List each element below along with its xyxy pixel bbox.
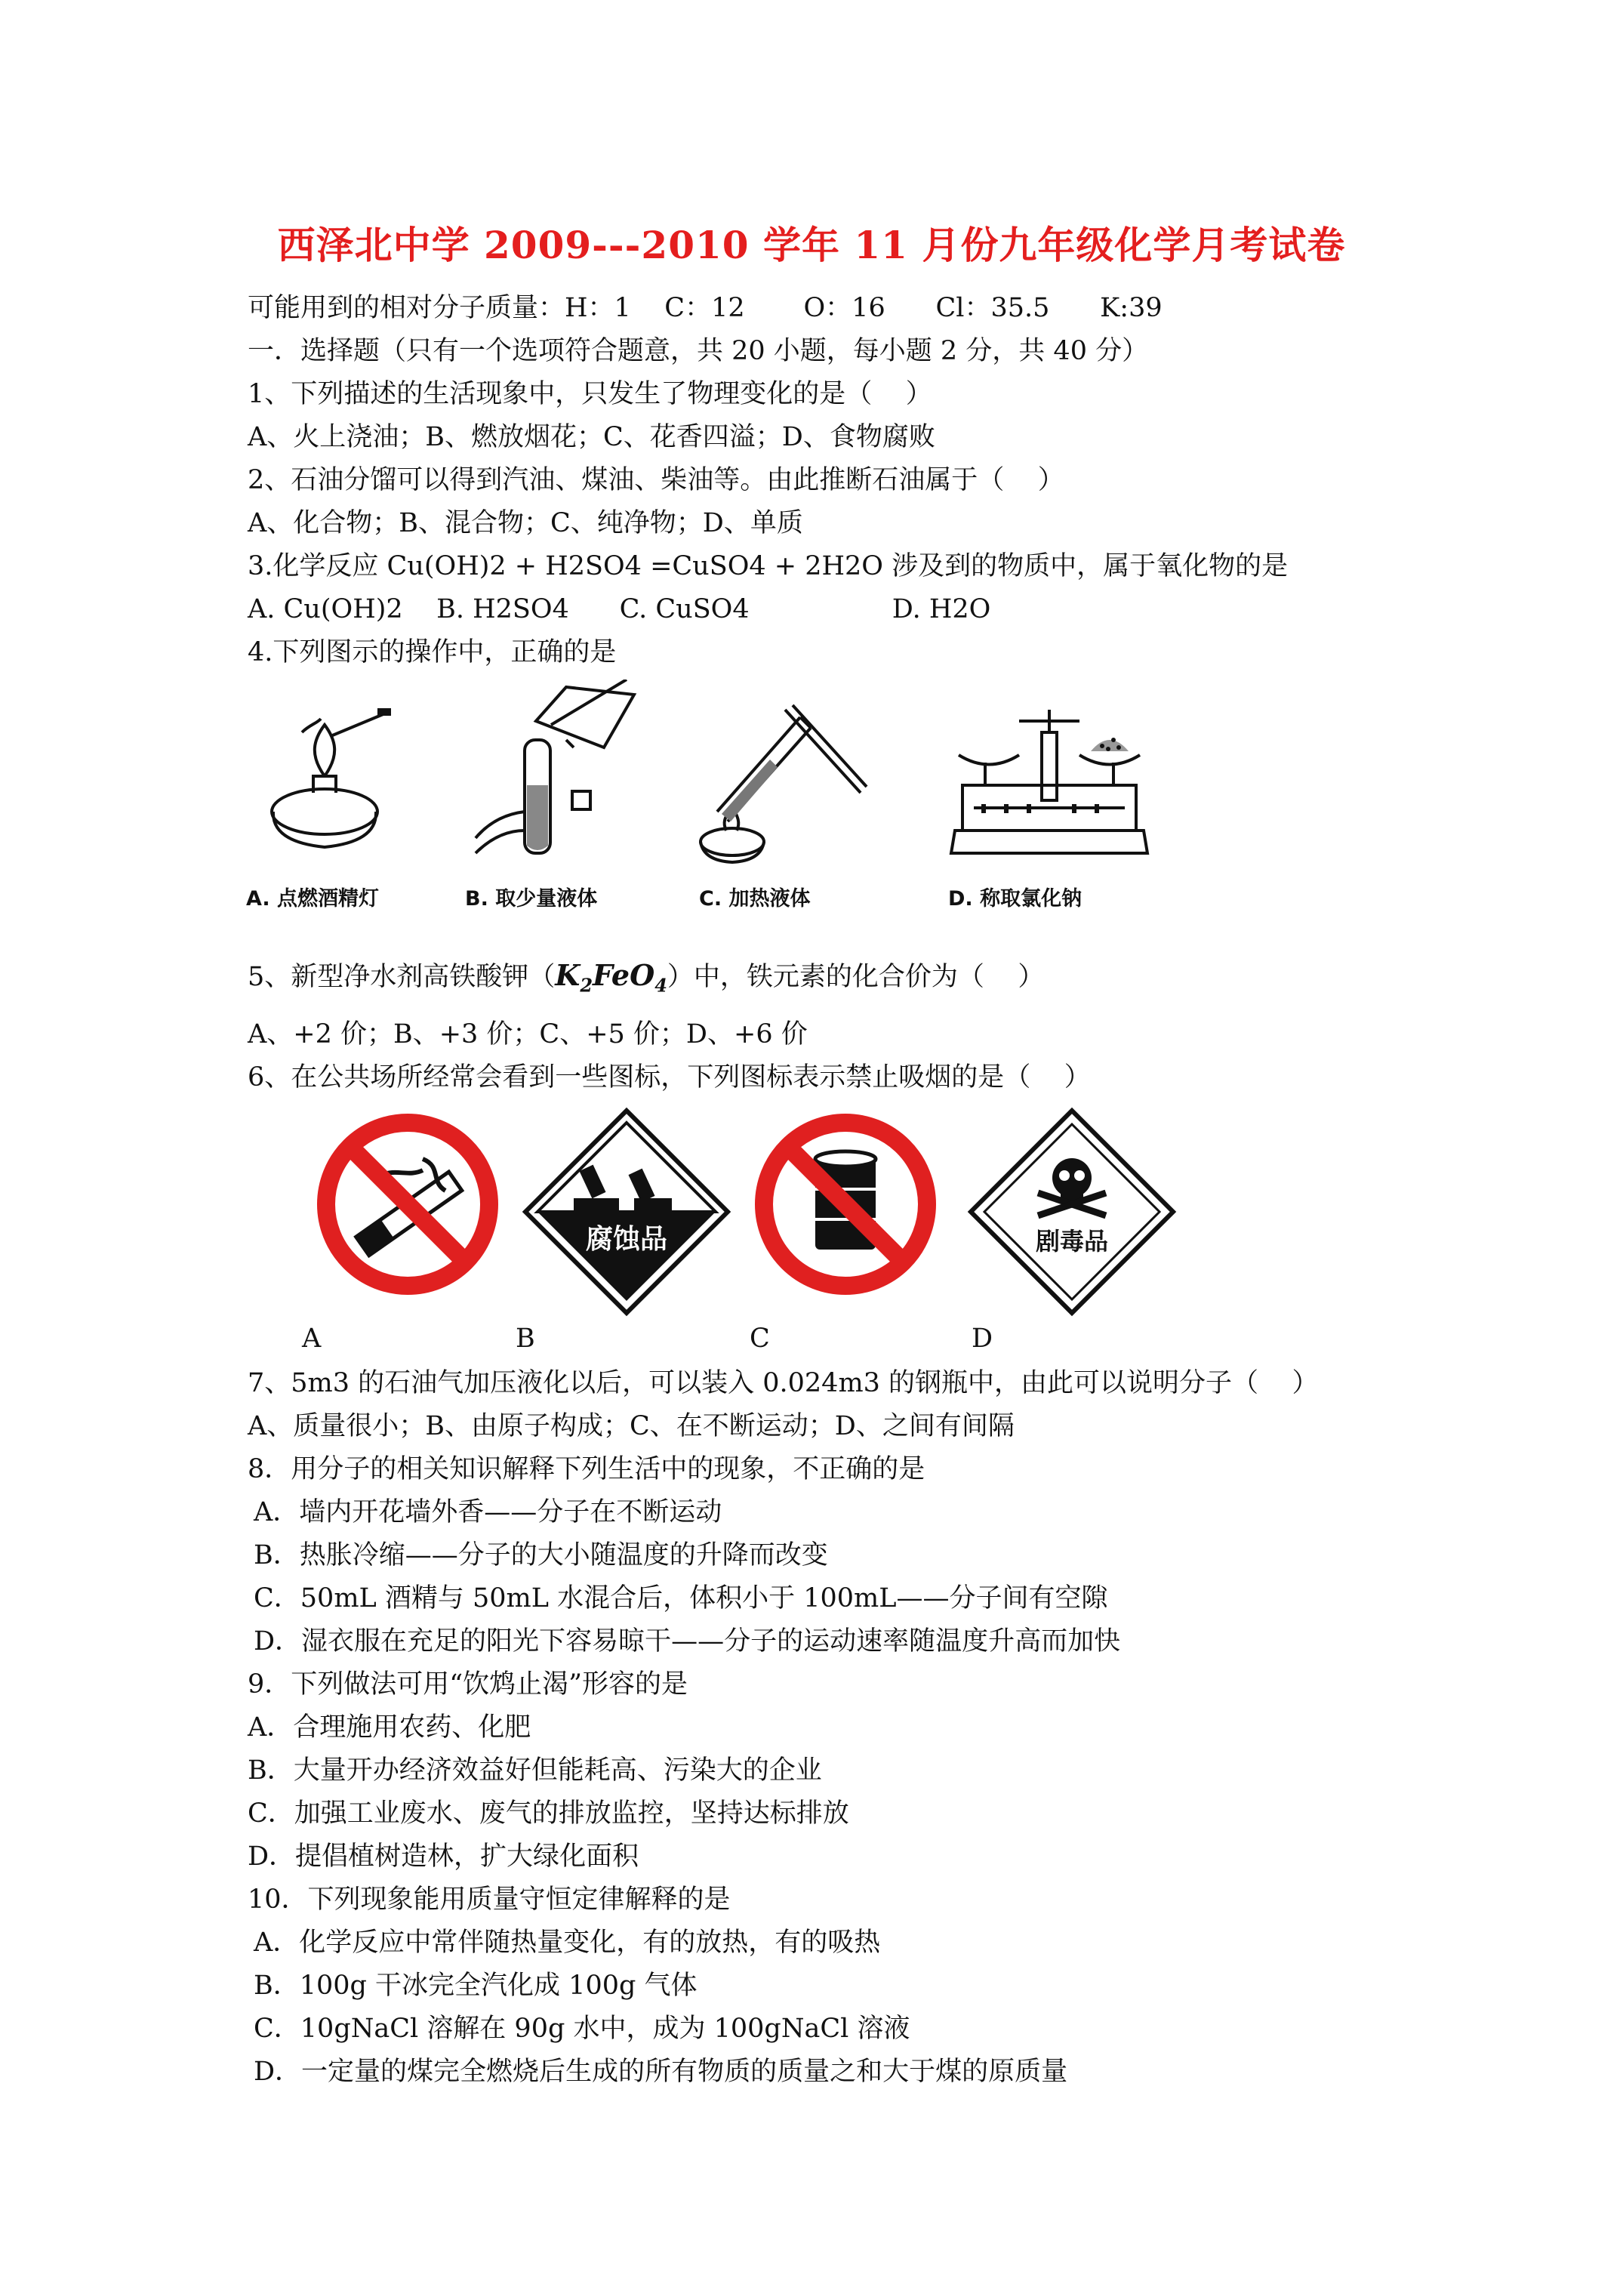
question-5-text-b: ）中，铁元素的化合价为（ ） bbox=[667, 962, 1045, 992]
question-8-option-a: A．墙内开花墙外香——分子在不断运动 bbox=[254, 1497, 722, 1527]
question-9-option-b: B．大量开办经济效益好但能耗高、污染大的企业 bbox=[248, 1755, 822, 1786]
question-3: 3.化学反应 Cu(OH)2 + H2SO4 =CuSO4 + 2H2O 涉及到的物质中，属于氧化物的是 bbox=[248, 551, 1289, 581]
question-9: 9．下列做法可用“饮鸩止渴”形容的是 bbox=[248, 1669, 688, 1700]
formula-k-sub: 2 bbox=[580, 974, 593, 997]
sign-c bbox=[747, 1106, 951, 1310]
formula-o-sub: 4 bbox=[654, 974, 667, 997]
question-8-option-d: D．湿衣服在充足的阳光下容易晾干——分子的运动速率随温度升高而加快 bbox=[254, 1626, 1121, 1657]
figure-b-caption: B. 取少量液体 bbox=[465, 887, 598, 911]
exam-title: 西泽北中学 2009---2010 学年 11 月份九年级化学月考试卷 bbox=[277, 223, 1346, 267]
question-10: 10．下列现象能用质量守恒定律解释的是 bbox=[248, 1885, 731, 1915]
question-8: 8．用分子的相关知识解释下列生活中的现象，不正确的是 bbox=[248, 1454, 925, 1484]
corrosive-icon bbox=[521, 1106, 732, 1318]
question-9-option-c: C．加强工业废水、废气的排放监控，坚持达标排放 bbox=[248, 1798, 849, 1829]
question-10-option-d: D．一定量的煤完全燃烧后生成的所有物质的质量之和大于煤的原质量 bbox=[254, 2057, 1068, 2087]
alcohol-lamp-icon bbox=[242, 680, 438, 876]
sign-label-d: D bbox=[972, 1324, 993, 1354]
figure-c-caption: C. 加热液体 bbox=[699, 887, 811, 911]
question-9-option-d: D．提倡植树造林，扩大绿化面积 bbox=[248, 1841, 639, 1872]
question-10-option-c: C．10gNaCl 溶解在 90g 水中，成为 100gNaCl 溶液 bbox=[254, 2014, 910, 2044]
sign-d-text: 剧毒品 bbox=[1035, 1227, 1109, 1256]
safety-signs bbox=[294, 1106, 1238, 1333]
question-5-options: A、+2 价；B、+3 价；C、+5 价；D、+6 价 bbox=[248, 1019, 808, 1049]
figure-d-caption: D. 称取氯化钠 bbox=[948, 887, 1083, 911]
formula-feo: FeO bbox=[593, 958, 655, 992]
question-2-options: A、化合物；B、混合物；C、纯净物；D、单质 bbox=[248, 508, 803, 538]
question-8-option-c: C．50mL 酒精与 50mL 水混合后，体积小于 100mL——分子间有空隙 bbox=[254, 1583, 1108, 1613]
question-6: 6、在公共场所经常会看到一些图标，下列图标表示禁止吸烟的是（ ） bbox=[248, 1062, 1091, 1093]
sign-d bbox=[966, 1106, 1170, 1310]
no-smoking-icon bbox=[310, 1106, 506, 1302]
formula-k: K bbox=[555, 958, 581, 992]
question-5-text-a: 5、新型净水剂高铁酸钾（ bbox=[248, 962, 556, 992]
question-5 bbox=[248, 960, 1044, 1001]
figure-a bbox=[242, 680, 438, 921]
question-10-option-b: B．100g 干冰完全汽化成 100g 气体 bbox=[254, 1971, 698, 2001]
question-10-option-a: A．化学反应中常伴随热量变化，有的放热，有的吸热 bbox=[254, 1928, 881, 1958]
sign-a bbox=[310, 1106, 513, 1310]
sign-label-a: A bbox=[302, 1324, 322, 1354]
no-barrel-icon bbox=[747, 1106, 944, 1302]
heat-liquid-icon bbox=[694, 680, 891, 876]
balance-scale-icon bbox=[944, 680, 1170, 876]
sign-b-text: 腐蚀品 bbox=[585, 1224, 668, 1255]
question-2: 2、石油分馏可以得到汽油、煤油、柴油等。由此推断石油属于（ ） bbox=[248, 465, 1064, 495]
section-heading: 一．选择题（只有一个选项符合题意，共 20 小题，每小题 2 分，共 40 分） bbox=[248, 336, 1149, 366]
question-1: 1、下列描述的生活现象中，只发生了物理变化的是（ ） bbox=[248, 379, 932, 409]
relative-mass-line: 可能用到的相对分子质量：H：1 C：12 O：16 Cl：35.5 K:39 bbox=[248, 293, 1163, 323]
figure-b bbox=[460, 680, 657, 921]
lab-figures bbox=[242, 680, 1223, 921]
question-8-option-b: B．热胀冷缩——分子的大小随温度的升降而改变 bbox=[254, 1540, 828, 1570]
question-9-option-a: A．合理施用农药、化肥 bbox=[248, 1712, 531, 1743]
question-7: 7、5m3 的石油气加压液化以后，可以装入 0.024m3 的钢瓶中，由此可以说明分子（ ） bbox=[248, 1368, 1319, 1398]
sign-label-b: B bbox=[516, 1324, 535, 1354]
figure-a-caption: A. 点燃酒精灯 bbox=[246, 887, 380, 911]
figure-d bbox=[944, 680, 1170, 921]
question-4: 4.下列图示的操作中，正确的是 bbox=[248, 637, 617, 667]
figure-c bbox=[694, 680, 891, 921]
sign-label-c: C bbox=[750, 1324, 770, 1354]
pour-liquid-icon bbox=[460, 680, 657, 876]
k2feo4-formula bbox=[555, 958, 667, 997]
sign-b bbox=[521, 1106, 725, 1310]
question-1-options: A、火上浇油；B、燃放烟花；C、花香四溢；D、食物腐败 bbox=[248, 422, 935, 452]
toxic-icon bbox=[966, 1106, 1178, 1318]
question-3-options: A. Cu(OH)2 B. H2SO4 C. CuSO4 D. H2O bbox=[248, 594, 991, 624]
question-7-options: A、质量很小；B、由原子构成；C、在不断运动；D、之间有间隔 bbox=[248, 1411, 1015, 1441]
